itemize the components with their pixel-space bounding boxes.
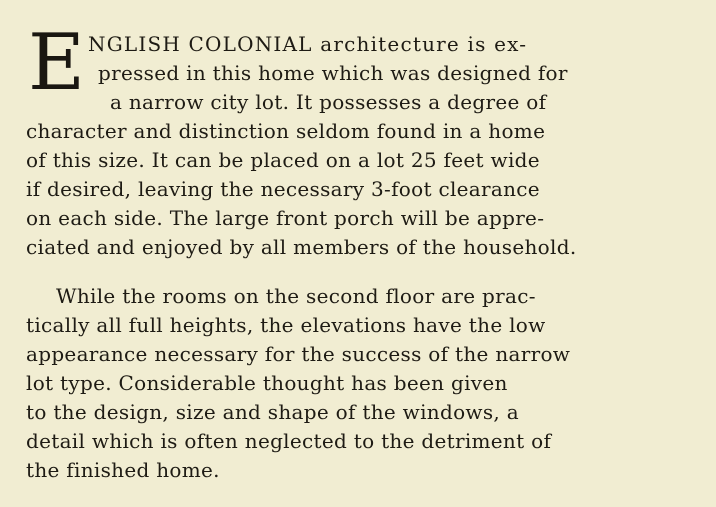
paragraph-1-line-1: NGLISH COLONIAL architecture is ex- xyxy=(88,32,528,56)
paragraph-2-line-7: the finished home. xyxy=(26,458,220,482)
paragraph-2-line-2: tically all full heights, the elevations have the low xyxy=(26,313,546,337)
paragraph-1-line-7: on each side. The large front porch will be appre- xyxy=(26,206,545,230)
paragraph-1-line-2: pressed in this home which was designed for xyxy=(98,61,568,85)
drop-cap-letter: E xyxy=(28,18,86,108)
paragraph-2-line-1: While the rooms on the second floor are prac- xyxy=(56,284,536,308)
paragraph-1-line-6: if desired, leaving the necessary 3-foot clearance xyxy=(26,177,540,201)
paragraph-1-line-8: ciated and enjoyed by all members of the household. xyxy=(26,235,577,259)
paragraph-1-line-3: a narrow city lot. It possesses a degree of xyxy=(110,90,547,114)
paragraph-1-line-5: of this size. It can be placed on a lot 25 feet wide xyxy=(26,148,540,172)
paragraph-2-line-4: lot type. Considerable thought has been given xyxy=(26,371,508,395)
paragraph-2-line-6: detail which is often neglected to the detriment of xyxy=(26,429,552,453)
paragraph-1-line-4: character and distinction seldom found in a home xyxy=(26,119,546,143)
paragraph-2-line-5: to the design, size and shape of the windows, a xyxy=(26,400,519,424)
paragraph-2-line-3: appearance necessary for the success of the narrow xyxy=(26,342,571,366)
